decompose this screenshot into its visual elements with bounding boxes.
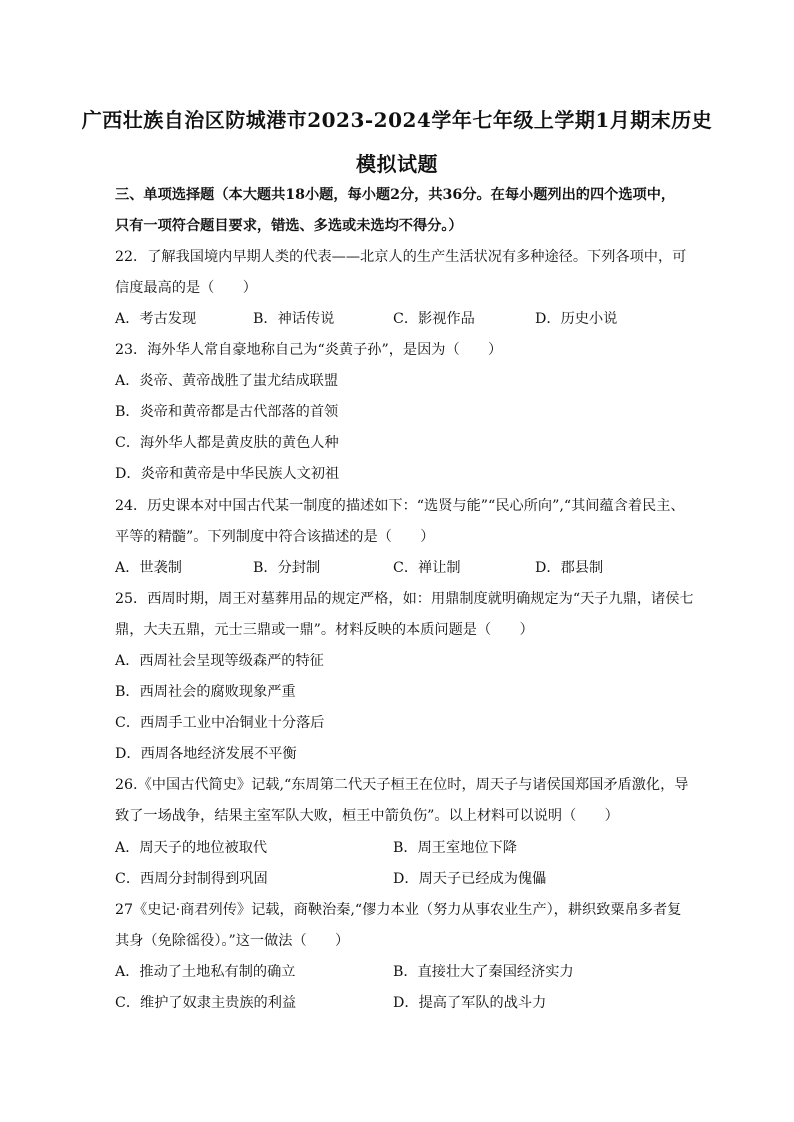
question-26-option-c[interactable]: C．西周分封制得到巩固 xyxy=(115,871,268,887)
question-27-stem-line-1: 27《史记·商君列传》记载，商鞅治秦,“僇力本业（努力从事农业生产），耕织致粟帛多者复 xyxy=(115,902,682,918)
question-22-option-c[interactable]: C．影视作品 xyxy=(393,311,475,327)
question-27-option-b[interactable]: B．直接壮大了秦国经济实力 xyxy=(393,964,574,980)
question-25-stem-line-2: 鼎，大夫五鼎，元士三鼎或一鼎”。材料反映的本质问题是（ ） xyxy=(115,622,534,638)
question-23-option-d[interactable]: D．炎帝和黄帝是中华民族人文初祖 xyxy=(115,466,340,482)
question-24-option-c[interactable]: C．禅让制 xyxy=(393,560,461,576)
question-23-stem-line-1: 23．海外华人常自豪地称自己为“炎黄子孙”，是因为（ ） xyxy=(115,342,503,358)
question-22-option-a[interactable]: A．考古发现 xyxy=(115,311,197,327)
question-22-stem-line-2: 信度最高的是（ ） xyxy=(115,280,257,296)
section-instruction-line-1: 三、单项选择题（本大题共18小题，每小题2分，共36分。在每小题列出的四个选项中， xyxy=(115,187,676,203)
question-24-option-d[interactable]: D．郡县制 xyxy=(535,560,604,576)
question-26-option-d[interactable]: D．周天子已经成为傀儡 xyxy=(393,871,547,887)
question-22-option-b[interactable]: B．神话传说 xyxy=(253,311,335,327)
question-24-option-b[interactable]: B．分封制 xyxy=(253,560,321,576)
question-26-option-a[interactable]: A．周天子的地位被取代 xyxy=(115,840,268,856)
question-26-stem-line-1: 26.《中国古代简史》记载,“东周第二代天子桓王在位时，周天子与诸侯国郑国矛盾激化，导 xyxy=(115,777,689,793)
question-26-option-b[interactable]: B．周王室地位下降 xyxy=(393,840,517,856)
question-26-stem-line-2: 致了一场战争，结果主室军队大败，桓王中箭负伤”。以上材料可以说明（ ） xyxy=(115,808,619,824)
question-25-stem-line-1: 25．西周时期，周王对墓葬用品的规定严格，如：用鼎制度就明确规定为“天子九鼎，诸侯七 xyxy=(115,591,694,607)
question-22-stem-line-1: 22．了解我国境内早期人类的代表——北京人的生产生活状况有多种途径。下列各项中，可 xyxy=(115,249,687,265)
question-25-option-b[interactable]: B．西周社会的腐败现象严重 xyxy=(115,684,296,700)
exam-title-line-1: 广西壮族自治区防城港市2023-2024学年七年级上学期1月期末历史 xyxy=(81,108,713,132)
question-24-stem-line-1: 24．历史课本对中国古代某一制度的描述如下：“选贤与能”“民心所向”,“其间蕴含着民主、 xyxy=(115,498,685,514)
question-27-option-d[interactable]: D．提高了军队的战斗力 xyxy=(393,995,547,1011)
question-25-option-c[interactable]: C．西周手工业中冶铜业十分落后 xyxy=(115,715,325,731)
question-22-option-d[interactable]: D．历史小说 xyxy=(535,311,618,327)
question-27-stem-line-2: 其身（免除徭役）。”这一做法（ ） xyxy=(115,933,350,949)
exam-title-line-2: 模拟试题 xyxy=(356,152,438,176)
question-25-option-d[interactable]: D．西周各地经济发展不平衡 xyxy=(115,746,297,762)
question-27-option-c[interactable]: C．维护了奴隶主贵族的利益 xyxy=(115,995,297,1011)
question-24-stem-line-2: 平等的精髓”。下列制度中符合该描述的是（ ） xyxy=(115,529,435,545)
question-23-option-c[interactable]: C．海外华人都是黄皮肤的黄色人种 xyxy=(115,435,339,451)
question-23-option-a[interactable]: A．炎帝、黄帝战胜了蚩尤结成联盟 xyxy=(115,373,339,389)
question-27-option-a[interactable]: A．推动了土地私有制的确立 xyxy=(115,964,296,980)
section-instruction-line-2: 只有一项符合题目要求，错选、多选或未选均不得分。） xyxy=(115,218,463,234)
question-23-option-b[interactable]: B．炎帝和黄帝都是古代部落的首领 xyxy=(115,404,339,420)
question-24-option-a[interactable]: A．世袭制 xyxy=(115,560,182,576)
question-25-option-a[interactable]: A．西周社会呈现等级森严的特征 xyxy=(115,653,324,669)
